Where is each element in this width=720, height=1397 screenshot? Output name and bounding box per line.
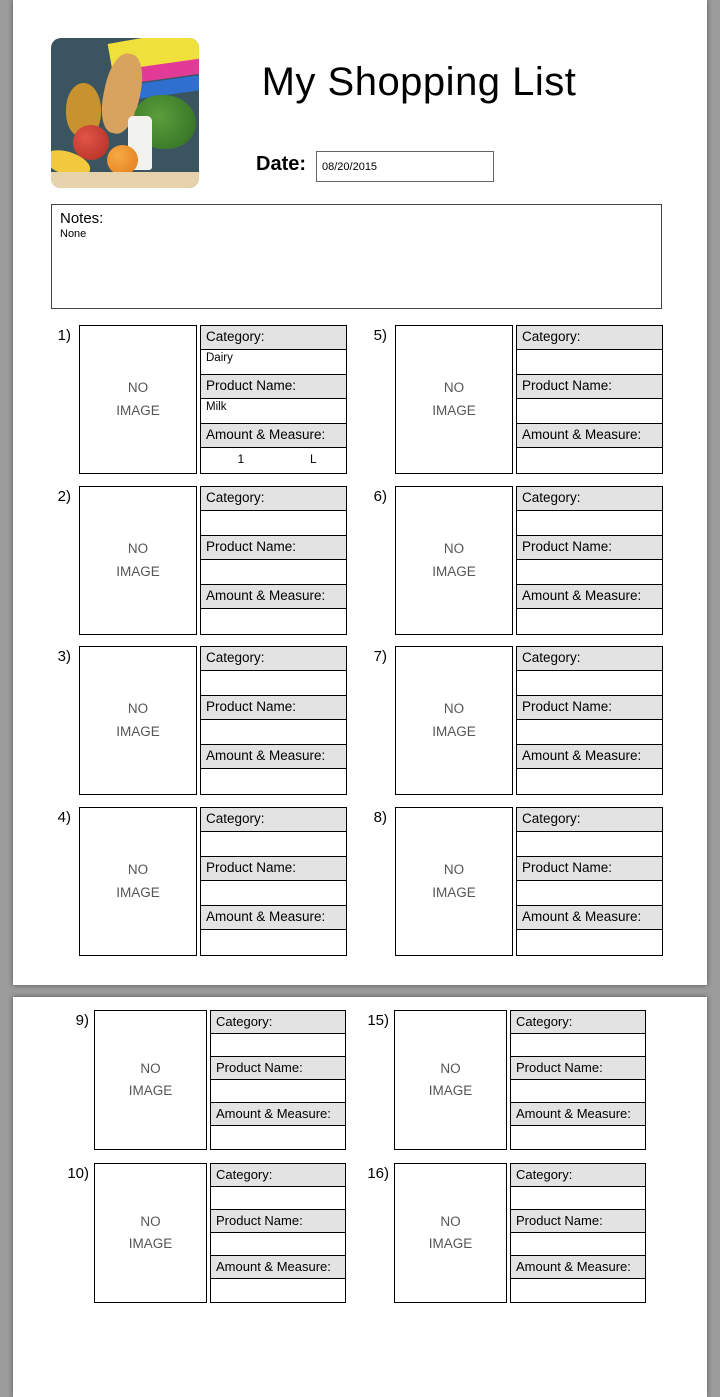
page-title: My Shopping List: [261, 60, 577, 104]
amount-measure-row: [201, 609, 346, 634]
amount-measure-row: [201, 769, 346, 794]
item-table: [516, 325, 663, 474]
product-name-value: [201, 720, 346, 745]
amount-measure-header: Amount & Measure:: [517, 745, 662, 769]
no-image-label: NO IMAGE: [116, 380, 160, 418]
amount-measure-header: Amount & Measure:: [201, 585, 346, 609]
amount-value: [517, 448, 597, 473]
list-item-2: [49, 486, 347, 635]
item-number: 10): [67, 1165, 89, 1182]
no-image-box: [395, 325, 513, 474]
category-header: Category:: [211, 1164, 345, 1187]
no-image-box: [395, 646, 513, 795]
product-name-value: [517, 720, 662, 745]
product-name-header: Product Name:: [511, 1057, 645, 1080]
notes-value: None: [60, 228, 87, 240]
item-number: 3): [57, 648, 71, 665]
item-table: [200, 486, 347, 635]
product-name-header: Product Name:: [211, 1057, 345, 1080]
item-number: 7): [373, 648, 387, 665]
category-value: [201, 832, 346, 857]
list-item-3: [49, 646, 347, 795]
category-header: Category:: [517, 647, 662, 671]
date-input[interactable]: [316, 151, 494, 182]
item-table: [210, 1010, 346, 1150]
no-image-label: NO IMAGE: [128, 1213, 173, 1251]
measure-value: [597, 930, 662, 955]
no-image-box: [94, 1010, 207, 1150]
amount-measure-header: Amount & Measure:: [201, 906, 346, 930]
category-header: Category:: [201, 808, 346, 832]
document-page-2: [13, 997, 707, 1397]
amount-measure-row: [211, 1126, 345, 1149]
amount-measure-header: Amount & Measure:: [517, 906, 662, 930]
item-number: 5): [373, 327, 387, 344]
category-header: Category:: [211, 1011, 345, 1034]
notes-box: [51, 204, 662, 309]
item-table: [200, 325, 347, 474]
no-image-label: NO IMAGE: [428, 1060, 473, 1098]
amount-measure-header: Amount & Measure:: [511, 1256, 645, 1279]
product-name-header: Product Name:: [201, 857, 346, 881]
amount-value: [201, 609, 281, 634]
product-name-value: [211, 1080, 345, 1103]
amount-measure-header: Amount & Measure:: [211, 1103, 345, 1126]
measure-value: [597, 448, 662, 473]
category-value: [517, 511, 662, 536]
no-image-box: [395, 486, 513, 635]
category-header: Category:: [511, 1011, 645, 1034]
no-image-box: [395, 807, 513, 956]
amount-measure-row: [517, 930, 662, 955]
list-item-16: [353, 1163, 651, 1303]
no-image-box: [94, 1163, 207, 1303]
photo-orange-shape: [107, 145, 138, 175]
measure-value: L: [310, 452, 317, 466]
amount-value: [517, 930, 597, 955]
category-value: [211, 1034, 345, 1057]
item-table: [516, 486, 663, 635]
category-header: Category:: [201, 487, 346, 511]
no-image-label: NO IMAGE: [116, 862, 160, 900]
category-header: Category:: [517, 808, 662, 832]
amount-measure-row: [211, 1279, 345, 1302]
measure-value: [285, 1279, 345, 1302]
no-image-label: NO IMAGE: [116, 541, 160, 579]
amount-measure-header: Amount & Measure:: [201, 745, 346, 769]
item-number: 16): [367, 1165, 389, 1182]
item-number: 1): [57, 327, 71, 344]
measure-value: [281, 609, 346, 634]
no-image-box: [79, 486, 197, 635]
category-value: [517, 671, 662, 696]
amount-value: [517, 609, 597, 634]
category-header: Category:: [511, 1164, 645, 1187]
notes-label: Notes:: [60, 210, 104, 227]
item-number: 2): [57, 488, 71, 505]
list-item-4: [49, 807, 347, 956]
list-item-10: [53, 1163, 351, 1303]
no-image-label: NO IMAGE: [428, 1213, 473, 1251]
item-number: 9): [75, 1012, 89, 1029]
category-value: [201, 671, 346, 696]
item-number: 15): [367, 1012, 389, 1029]
measure-value: [285, 1126, 345, 1149]
category-value: [517, 350, 662, 375]
product-name-value: [511, 1080, 645, 1103]
amount-measure-header: Amount & Measure:: [517, 585, 662, 609]
list-item-9: [53, 1010, 351, 1150]
category-value: [211, 1187, 345, 1210]
item-table: [200, 807, 347, 956]
product-name-value: [511, 1233, 645, 1256]
measure-value: [585, 1126, 645, 1149]
category-value: [511, 1034, 645, 1057]
product-name-value: [517, 881, 662, 906]
item-table: [210, 1163, 346, 1303]
amount-value: [511, 1279, 585, 1302]
product-name-header: Product Name:: [517, 696, 662, 720]
product-name-value: [201, 560, 346, 585]
list-item-5: [365, 325, 663, 474]
amount-measure-row: [511, 1279, 645, 1302]
measure-value: [281, 930, 346, 955]
amount-measure-row: [201, 448, 346, 473]
amount-measure-header: Amount & Measure:: [511, 1103, 645, 1126]
no-image-box: [79, 646, 197, 795]
item-table: [510, 1163, 646, 1303]
amount-value: [201, 930, 281, 955]
product-name-value: Milk: [201, 399, 346, 424]
amount-measure-row: [517, 448, 662, 473]
amount-value: [511, 1126, 585, 1149]
no-image-label: NO IMAGE: [432, 541, 476, 579]
item-table: [516, 807, 663, 956]
item-number: 4): [57, 809, 71, 826]
no-image-box: [394, 1163, 507, 1303]
list-item-15: [353, 1010, 651, 1150]
amount-value: [211, 1279, 285, 1302]
amount-value: [201, 769, 281, 794]
no-image-label: NO IMAGE: [432, 701, 476, 739]
category-value: [511, 1187, 645, 1210]
amount-measure-row: [517, 609, 662, 634]
no-image-box: [394, 1010, 507, 1150]
category-value: [201, 511, 346, 536]
category-header: Category:: [201, 326, 346, 350]
measure-value: [597, 609, 662, 634]
no-image-label: NO IMAGE: [432, 862, 476, 900]
product-name-header: Product Name:: [201, 536, 346, 560]
item-table: [510, 1010, 646, 1150]
category-header: Category:: [201, 647, 346, 671]
no-image-label: NO IMAGE: [432, 380, 476, 418]
photo-apple-shape: [73, 125, 109, 160]
list-item-1: [49, 325, 347, 474]
amount-value: [517, 769, 597, 794]
product-name-header: Product Name:: [511, 1210, 645, 1233]
category-header: Category:: [517, 326, 662, 350]
no-image-box: [79, 325, 197, 474]
product-name-header: Product Name:: [517, 857, 662, 881]
amount-value: [211, 1126, 285, 1149]
amount-value: 1: [237, 452, 245, 466]
amount-measure-header: Amount & Measure:: [517, 424, 662, 448]
product-name-value: [517, 399, 662, 424]
item-number: 6): [373, 488, 387, 505]
product-name-value: [517, 560, 662, 585]
category-value: Dairy: [201, 350, 346, 375]
document-page-1: [13, 0, 707, 985]
item-table: [200, 646, 347, 795]
list-item-7: [365, 646, 663, 795]
no-image-label: NO IMAGE: [128, 1060, 173, 1098]
measure-value: [281, 769, 346, 794]
measure-value: [585, 1279, 645, 1302]
list-item-8: [365, 807, 663, 956]
amount-measure-header: Amount & Measure:: [201, 424, 346, 448]
groceries-photo: [51, 38, 199, 188]
amount-measure-row: [517, 769, 662, 794]
product-name-header: Product Name:: [201, 375, 346, 399]
product-name-value: [201, 881, 346, 906]
product-name-header: Product Name:: [201, 696, 346, 720]
product-name-header: Product Name:: [211, 1210, 345, 1233]
category-value: [517, 832, 662, 857]
product-name-header: Product Name:: [517, 375, 662, 399]
item-table: [516, 646, 663, 795]
item-number: 8): [373, 809, 387, 826]
photo-bag-shape: [51, 172, 199, 189]
category-header: Category:: [517, 487, 662, 511]
amount-measure-header: Amount & Measure:: [211, 1256, 345, 1279]
no-image-box: [79, 807, 197, 956]
date-label: Date:: [256, 153, 307, 175]
date-value: 08/20/2015: [322, 160, 378, 173]
no-image-label: NO IMAGE: [116, 701, 160, 739]
product-name-header: Product Name:: [517, 536, 662, 560]
list-item-6: [365, 486, 663, 635]
amount-measure-row: [201, 930, 346, 955]
amount-measure-row: [511, 1126, 645, 1149]
measure-value: [597, 769, 662, 794]
product-name-value: [211, 1233, 345, 1256]
